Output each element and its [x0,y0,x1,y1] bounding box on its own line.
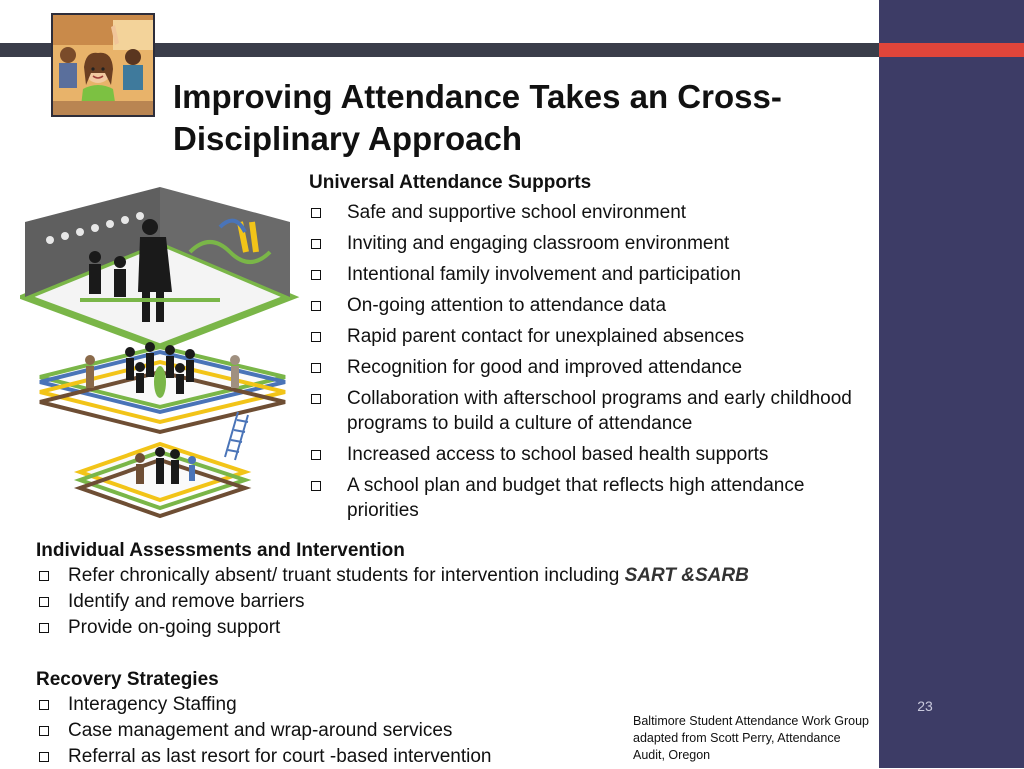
checkbox-bullet-icon [311,450,321,460]
list-item-text: Collaboration with afterschool programs and early childhood programs to build a culture of attendance [347,388,852,434]
individual-list [36,563,866,640]
list-item-text: Increased access to school based health supports [347,444,769,465]
checkbox-bullet-icon [311,301,321,311]
page-title: Improving Attendance Takes an Cross-Disciplinary Approach [173,78,782,157]
classroom-photo [51,13,155,117]
list-item-text: Intentional family involvement and participation [347,264,741,285]
list-item-text: Recognition for good and improved attendance [347,357,743,378]
checkbox-bullet-icon [39,726,49,736]
list-item [309,200,874,225]
checkbox-bullet-icon [39,700,49,710]
checkbox-bullet-icon [311,394,321,404]
list-item-text: Provide on-going support [68,617,281,638]
classroom-photo-image [53,15,153,115]
individual-heading: Individual Assessments and Intervention [36,540,405,561]
list-item-text: Identify and remove barriers [68,591,305,612]
list-item [309,324,874,349]
checkbox-bullet-icon [311,270,321,280]
checkbox-bullet-icon [39,623,49,633]
recovery-strategies-section [36,669,596,769]
list-item-text: On-going attention to attendance data [347,295,667,316]
list-item-text: Interagency Staffing [68,694,237,715]
individual-assessments-section [36,540,866,640]
checkbox-bullet-icon [311,332,321,342]
checkbox-bullet-icon [39,571,49,581]
list-item [36,589,866,614]
list-item [309,355,874,380]
list-item-text: Inviting and engaging classroom environment [347,233,730,254]
universal-supports-section [309,172,874,523]
list-item [36,563,866,588]
checkbox-bullet-icon [311,239,321,249]
list-item [309,386,874,436]
sart-sarb-emphasis: SART &SARB [624,565,749,586]
list-item [36,718,596,743]
checkbox-bullet-icon [39,752,49,762]
list-item [309,473,874,523]
list-item [36,615,866,640]
list-item-text: A school plan and budget that reflects high attendance priorities [347,475,805,521]
tiered-levels-graphic [20,182,310,527]
list-item [36,744,596,769]
list-item-text: Rapid parent contact for unexplained absences [347,326,745,347]
list-item-text: Safe and supportive school environment [347,202,687,223]
list-item-text: Case management and wrap-around services [68,720,453,741]
list-item [309,293,874,318]
recovery-heading: Recovery Strategies [36,669,219,690]
recovery-list [36,692,596,769]
list-item-text: Referral as last resort for court -based intervention [68,746,492,767]
checkbox-bullet-icon [39,597,49,607]
checkbox-bullet-icon [311,481,321,491]
universal-heading: Universal Attendance Supports [309,172,592,193]
tiered-support-illustration [20,182,310,527]
list-item [309,262,874,287]
list-item [309,231,874,256]
list-item [309,442,874,467]
page-number: 23 [917,698,933,714]
list-item [36,692,596,717]
list-item-text: Refer chronically absent/ truant students for intervention including [68,565,625,586]
checkbox-bullet-icon [311,208,321,218]
right-sidebar-panel [879,0,1024,768]
red-accent-bar [879,43,1024,57]
checkbox-bullet-icon [311,363,321,373]
source-citation: Baltimore Student Attendance Work Group adapted from Scott Perry, Attendance Audit, Oregon [633,714,870,762]
universal-list [309,200,874,523]
